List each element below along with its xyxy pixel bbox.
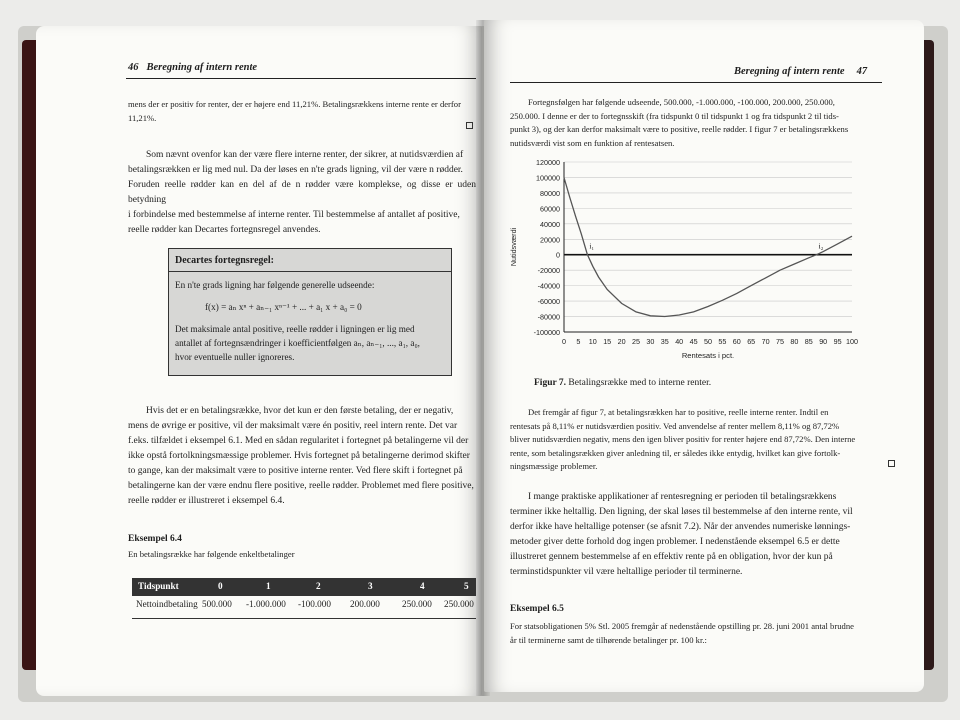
table-header-cell: 2 bbox=[316, 581, 321, 591]
x-tick-label: 65 bbox=[747, 337, 756, 346]
example-6-4-intro: En betalingsrække har følgende enkeltbetalinger bbox=[128, 549, 295, 559]
right-running-head bbox=[734, 66, 867, 77]
table-header-label: Tidspunkt bbox=[138, 581, 179, 591]
rule-box-title: Decartes fortegnsregel: bbox=[175, 255, 274, 266]
paragraph-line: punkt 3), og der kan derfor maksimalt være to positive, reelle rødder. I figur 7 er betalingsrækkens bbox=[510, 124, 849, 134]
table-header-cell: 3 bbox=[368, 581, 373, 591]
paragraph-line: i forbindelse med bestemmelse af interne renter. Til bestemmelse af antallet af positive, bbox=[128, 210, 460, 220]
left-intro bbox=[128, 98, 476, 125]
right-end-mark bbox=[888, 460, 895, 467]
left-page-number: 46 bbox=[128, 62, 139, 73]
right-intro bbox=[510, 96, 890, 150]
left-head-rule bbox=[126, 78, 476, 79]
right-running-head-title: Beregning af intern rente bbox=[734, 66, 845, 77]
rule-box-text: antallet af fortegnsændringer i koefficientfølgen aₙ, aₙ₋₁, ..., a₁, a₀, bbox=[175, 338, 420, 348]
paragraph-line: nutidsværdi vist som en funktion af rentesatsen. bbox=[510, 137, 675, 148]
root-annotation-label: i₂ bbox=[818, 241, 824, 251]
x-tick-label: 0 bbox=[562, 337, 566, 346]
left-end-mark bbox=[466, 122, 473, 129]
paragraph-line: rentesats på 8,11% er nutidsværdien positiv. Ved anvendelse af renter mellem 8,11% og 87,72% bbox=[510, 420, 840, 431]
table-bottom-rule bbox=[132, 618, 476, 619]
example-6-5-text bbox=[510, 620, 894, 647]
x-tick-label: 80 bbox=[790, 337, 799, 346]
paragraph-line: I mange praktiske applikationer af rentesregning er perioden til betalingsrækkens bbox=[528, 492, 837, 502]
table-cell: 200.000 bbox=[350, 599, 380, 609]
x-tick-label: 40 bbox=[675, 337, 684, 346]
table-header-cell: 1 bbox=[266, 581, 271, 591]
table-header-cell: 4 bbox=[420, 581, 425, 591]
figure-caption-text: Betalingsrække med to interne renter. bbox=[568, 378, 712, 388]
paragraph-line: Hvis det er en betalingsrække, hvor det kun er den første betaling, der er negativ, bbox=[146, 406, 454, 416]
y-tick-label: -100000 bbox=[533, 328, 560, 337]
root-annotation-label: i₁ bbox=[589, 241, 595, 251]
table-header-cell: 0 bbox=[218, 581, 223, 591]
left-intro-line: mens der er positiv for renter, der er højere end 11,21%. Betalingsrækkens interne rente er derfor bbox=[128, 99, 461, 109]
x-tick-label: 100 bbox=[846, 337, 858, 346]
paragraph-line: Som nævnt ovenfor kan der være flere interne renter, der sikrer, at nutidsværdien af bbox=[146, 150, 464, 160]
paragraph-line: mens de øvrige er positive, vil der maksimalt være én positiv, reel intern rente. Det var bbox=[128, 421, 458, 431]
right-page bbox=[484, 20, 924, 692]
y-tick-label: 40000 bbox=[540, 219, 560, 229]
paragraph-line: Foruden reelle rødder kan en del af de n rødder være komplekse, og disse er uden betydning bbox=[128, 180, 476, 205]
x-axis-label: Rentesats i pct. bbox=[681, 351, 735, 360]
x-tick-label: 70 bbox=[761, 337, 770, 346]
paragraph-line: 250.000. I denne er der to fortegnsskift (fra tidspunkt 0 til tidspunkt 1 og fra tidspunkt 2 til tids- bbox=[510, 110, 839, 121]
rule-box-text: En n'te grads ligning har følgende generelle udseende: bbox=[175, 280, 375, 290]
paragraph-line: rente, som betalingsrækken giver anledning til, er således ikke entydig, hvilket kan give fortolk- bbox=[510, 447, 841, 458]
example-6-5-title: Eksempel 6.5 bbox=[510, 604, 564, 614]
paragraph-line: ningsmæssige problemer. bbox=[510, 461, 598, 471]
example-6-4-title: Eksempel 6.4 bbox=[128, 534, 182, 544]
table-header-row bbox=[132, 578, 476, 596]
table-cell: -1.000.000 bbox=[246, 599, 286, 609]
x-tick-label: 55 bbox=[718, 337, 727, 346]
x-tick-label: 95 bbox=[833, 337, 842, 346]
y-tick-label: 20000 bbox=[540, 235, 560, 245]
rule-box-text: Det maksimale antal positive, reelle rødder i ligningen er lig med bbox=[175, 324, 415, 334]
paragraph-line: to gange, kan der maksimalt være to positive interne renter. Ved flere skift i fortegnet på bbox=[128, 466, 463, 476]
paragraph-line: illustreret gennem bestemmelse af en effektiv rente på en obligation, hvor der kun på bbox=[510, 552, 833, 562]
paragraph-line: terminer ikke heltallig. Den ligning, der skal løses til bestemmelse af den interne rente, vil bbox=[510, 507, 853, 517]
right-page-number: 47 bbox=[856, 66, 868, 77]
npv-series-line bbox=[564, 178, 852, 317]
paragraph-line: metoder giver dette forhold dog ingen problemer. I nedenstående eksempel 6.5 er dette bbox=[510, 537, 840, 547]
y-tick-label: -60000 bbox=[537, 297, 560, 307]
x-tick-label: 30 bbox=[646, 337, 655, 346]
paragraph-line: Det fremgår af figur 7, at betalingsrækken har to positive, reelle interne renter. Indtil en bbox=[528, 407, 829, 417]
y-tick-label: 100000 bbox=[536, 173, 560, 183]
x-tick-label: 20 bbox=[617, 337, 626, 346]
paragraph-line: bliver nutidsværdien negativ, mens den igen bliver positiv for renter højere end 87,72%. Den interne bbox=[510, 434, 856, 444]
x-tick-label: 10 bbox=[588, 337, 597, 346]
rule-box-formula: f(x) = aₙ xⁿ + aₙ₋₁ xⁿ⁻¹ + ... + a₁ x + a₀ = 0 bbox=[205, 302, 362, 312]
table-cell: 250.000 bbox=[402, 599, 432, 609]
paragraph-line: reelle rødder er illustreret i eksempel 6.4. bbox=[128, 496, 285, 506]
left-running-head-title: Beregning af intern rente bbox=[146, 62, 258, 73]
x-tick-label: 15 bbox=[603, 337, 612, 346]
paragraph-line: Fortegnsfølgen har følgende udseende, 500.000, -1.000.000, -100.000, 200.000, 250.000, bbox=[528, 97, 835, 107]
paragraph-line: derfor ikke have heltallige potenser (se afsnit 7.2). Når der anvendes numeriske lønnings- bbox=[510, 522, 851, 532]
table-header-cell: 5 bbox=[464, 581, 469, 591]
paragraph-line: år til terminerne samt de tilhørende betalinger pr. 100 kr.: bbox=[510, 634, 707, 645]
y-tick-label: 60000 bbox=[540, 204, 560, 214]
decartes-rule-box bbox=[168, 248, 452, 376]
x-tick-label: 75 bbox=[776, 337, 784, 346]
y-tick-label: 0 bbox=[556, 250, 560, 260]
table-row bbox=[132, 596, 476, 618]
table-cell: 250.000 bbox=[444, 599, 474, 609]
left-page bbox=[36, 26, 482, 696]
left-intro-line: 11,21%. bbox=[128, 112, 157, 123]
y-axis-label: Nutidsværdi bbox=[509, 227, 518, 267]
y-tick-label: -40000 bbox=[537, 281, 560, 291]
x-tick-label: 50 bbox=[704, 337, 712, 346]
table-row-label: Nettoindbetaling bbox=[136, 599, 198, 609]
paragraph-line: terminstidspunkter vil være heltallige perioder til terminerne. bbox=[510, 567, 743, 577]
payments-table bbox=[132, 578, 476, 619]
left-running-head bbox=[128, 62, 257, 73]
rule-box-divider bbox=[169, 271, 451, 272]
right-paragraph-2 bbox=[510, 490, 894, 580]
x-tick-label: 5 bbox=[576, 337, 581, 346]
table-cell: 500.000 bbox=[202, 599, 232, 609]
x-tick-label: 60 bbox=[732, 337, 741, 346]
left-paragraph-1 bbox=[128, 148, 476, 238]
x-tick-label: 45 bbox=[689, 337, 698, 346]
figure-7-caption bbox=[534, 378, 711, 388]
y-tick-label: 120000 bbox=[536, 158, 560, 167]
x-tick-label: 85 bbox=[804, 337, 813, 346]
x-tick-label: 35 bbox=[660, 337, 669, 346]
figure-caption-label: Figur 7. bbox=[534, 378, 567, 388]
paragraph-line: f.eks. tilfældet i eksempel 6.1. Med en sådan regularitet i fortegnet på betalingerne vil der bbox=[128, 436, 469, 446]
paragraph-line: betalingsrækken er lig med nul. Da der løses en n'te grads ligning, vil der være n rødder. bbox=[128, 165, 463, 175]
figure-7-chart bbox=[504, 156, 864, 370]
x-tick-label: 90 bbox=[819, 337, 828, 346]
chart-svg bbox=[504, 156, 864, 370]
right-paragraph-1 bbox=[510, 406, 894, 474]
x-tick-label: 25 bbox=[632, 337, 640, 346]
y-tick-label: -80000 bbox=[537, 312, 560, 322]
rule-box-text: hvor eventuelle nuller ignoreres. bbox=[175, 352, 295, 362]
paragraph-line: betalingerne kan der være endnu flere positive, reelle rødder. Problemet med flere positive, bbox=[128, 481, 474, 491]
y-tick-label: -20000 bbox=[537, 266, 560, 276]
paragraph-line: For statsobligationen 5% Stl. 2005 fremgår af nedenstående opstilling pr. 28. juni 2001 antal brudne bbox=[510, 621, 854, 631]
table-cell: -100.000 bbox=[298, 599, 331, 609]
left-paragraph-2 bbox=[128, 404, 476, 509]
paragraph-line: ikke opstå fortolkningsmæssige problemer. Hvis fortegnet på betalingerne derimod skifter bbox=[128, 451, 470, 461]
right-head-rule bbox=[510, 82, 882, 83]
paragraph-line: reelle rødder kan Decartes fortegnsregel anvendes. bbox=[128, 225, 321, 235]
y-tick-label: 80000 bbox=[540, 188, 560, 198]
